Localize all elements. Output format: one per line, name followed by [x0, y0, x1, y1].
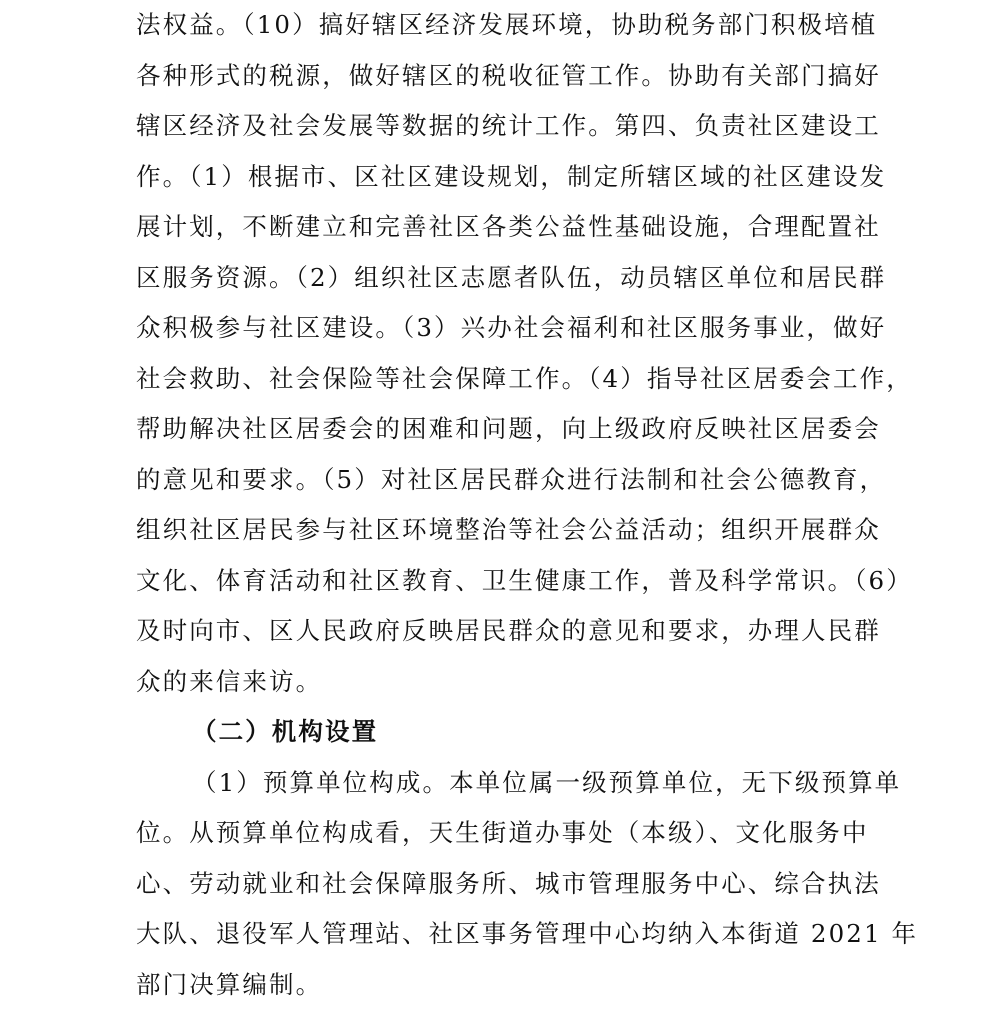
paragraph-line-1: 法权益。（10）搞好辖区经济发展环境，协助税务部门积极培植: [136, 0, 877, 51]
paragraph-line-8: 社会救助、社会保险等社会保障工作。（4）指导社区居委会工作，: [136, 354, 913, 405]
paragraph-line-6: 区服务资源。（2）组织社区志愿者队伍，动员辖区单位和居民群: [136, 253, 886, 304]
paragraph-line-2: 各种形式的税源，做好辖区的税收征管工作。协助有关部门搞好: [136, 51, 881, 102]
paragraph-line-14: 众的来信来访。: [136, 657, 322, 708]
section-line-5: 部门决算编制。: [136, 960, 322, 1010]
section-heading: （二）机构设置: [192, 707, 378, 758]
section-line-4: 大队、退役军人管理站、社区事务管理中心均纳入本街道 2021 年: [136, 909, 918, 960]
paragraph-line-10: 的意见和要求。（5）对社区居民群众进行法制和社会公德教育，: [136, 455, 886, 506]
section-line-2: 位。从预算单位构成看，天生街道办事处（本级）、文化服务中: [136, 808, 869, 859]
paragraph-line-4: 作。（1）根据市、区社区建设规划，制定所辖区域的社区建设发: [136, 152, 886, 203]
paragraph-line-3: 辖区经济及社会发展等数据的统计工作。第四、负责社区建设工: [136, 101, 881, 152]
paragraph-line-11: 组织社区居民参与社区环境整治等社会公益活动；组织开展群众: [136, 505, 881, 556]
paragraph-line-7: 众积极参与社区建设。（3）兴办社会福利和社区服务事业，做好: [136, 303, 886, 354]
paragraph-line-5: 展计划，不断建立和完善社区各类公益性基础设施，合理配置社: [136, 202, 881, 253]
paragraph-line-12: 文化、体育活动和社区教育、卫生健康工作，普及科学常识。（6）: [136, 556, 913, 607]
section-line-3: 心、劳动就业和社会保障服务所、城市管理服务中心、综合执法: [136, 859, 881, 910]
section-line-1: （1）预算单位构成。本单位属一级预算单位，无下级预算单: [192, 758, 901, 809]
paragraph-line-9: 帮助解决社区居委会的困难和问题，向上级政府反映社区居委会: [136, 404, 881, 455]
paragraph-line-13: 及时向市、区人民政府反映居民群众的意见和要求，办理人民群: [136, 606, 881, 657]
